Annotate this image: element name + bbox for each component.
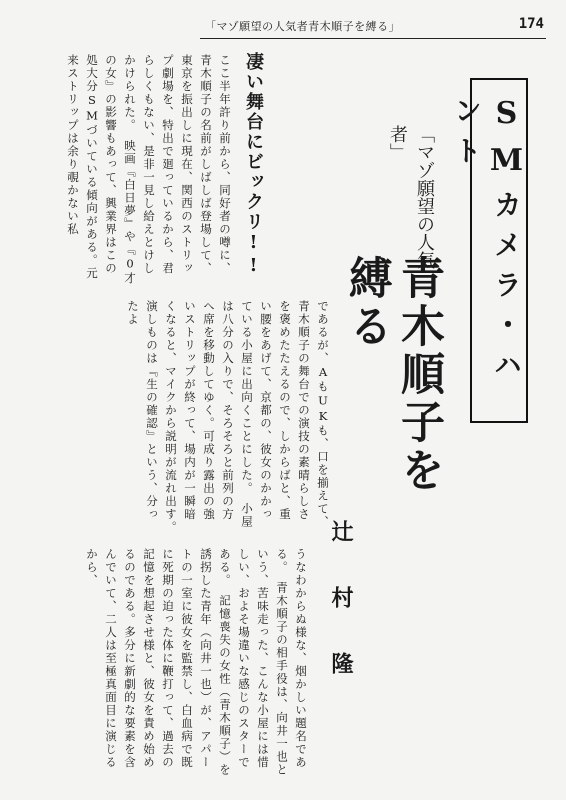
page-number: 174 (518, 16, 544, 32)
series-label-rest: カメラ・ハント (450, 96, 523, 390)
series-label-sm: SM (489, 96, 524, 190)
body-column-3: うなわからぬ様な、烟かしい題名である。 青木順子の相手役は、向井一也という、苦味走った、こんな小屋には惜しい、およそ場違いな感じのスターである。 記憶喪失の女性（青木順子）を誘拐した青年（向井一也）が、アパートの一室に彼女を監禁し、白血病で既に死期の迫った体に鞭打って、過去の記憶を想起させ様と、彼女を責め始めるのである。多分に新劇的な要素を含んでいて、二人は至極真面目に演じるから、 (85, 548, 308, 777)
body-column-2: であるが、AもUKも、口を揃えて、青木順子の舞台での演技の素晴らしさを褒めたたえるので、しからばと、重い腰をあげて、京都の、彼女のかかっている小屋に出向くことにした。 小屋は八分の入りで、そろそろと前列の方へ席を移動してゆく。可成り露出の強いストリップが終って、場内が一瞬暗くなると、マイクから説明が流れ出す。 演しものは『生の確認』という、分ったよ (126, 300, 330, 542)
series-label (450, 96, 526, 421)
section-headline: 凄い舞台にビックリ!! (243, 52, 264, 278)
author-name: 辻村隆 (328, 520, 354, 718)
body-column-1: ここ半年許り前から、同好者の噂に、青木順子の名前がしばしば登場して、東京を振出しに現在、関西のストリップ劇場を、特出で廻っているから、君らしくもない、是非一見し給えとけしかけられた。 映画『白日夢』や『0才の女』の影響もあって、興業界はこの処大分SMづいている傾向がある。元来ストリップは余り覗かない私 (66, 54, 232, 285)
running-head: 「マゾ願望の人気者青木順子を縛る」 (205, 20, 401, 33)
article-subtitle: 「マゾ願望の人気者」 (387, 125, 435, 269)
series-label-box (450, 78, 528, 423)
header-rule (200, 38, 546, 39)
article-title: 青木順子を縛る (341, 255, 444, 495)
